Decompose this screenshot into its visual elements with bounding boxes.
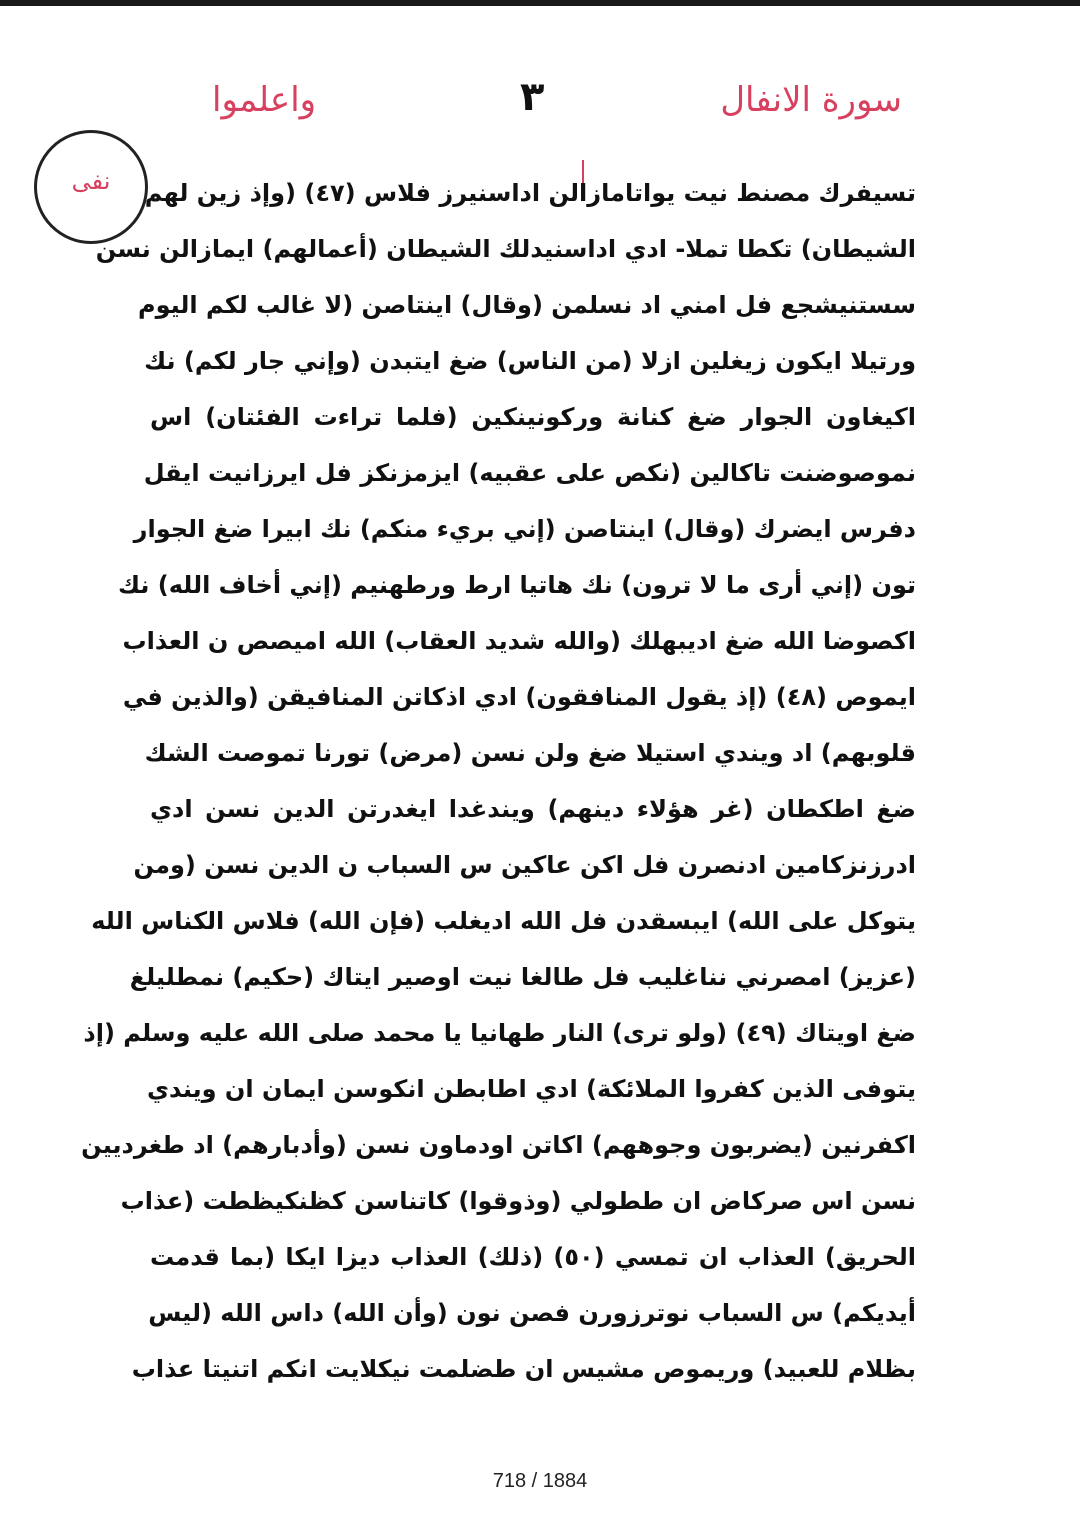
text-line: سستنيشجع فل امني اد نسلمن (وقال) اينتاصن (لا غالب لكم اليوم	[137, 291, 916, 319]
pagination-indicator: 718 / 1884	[492, 1470, 588, 1492]
margin-note-text: نفى	[71, 167, 111, 195]
text-line: ضغ اطكطان (غر هؤلاء دينهم) ويندغدا ايغدرتن الدين نسن ادي	[150, 795, 916, 823]
text-line: بظلام للعبيد) وريموص مشيس ان طضلمت نيكلايت انكم اتنيتا عذاب	[131, 1355, 916, 1383]
text-line: ايموص (٤٨) (إذ يقول المنافقون) ادي اذكاتن المنافيقن (والذين في	[122, 683, 916, 711]
text-line: اكصوضا الله ضغ اديبهلك (والله شديد العقاب) الله اميصص ن العذاب	[122, 627, 916, 655]
page-number: ٣	[520, 74, 545, 120]
text-line: أيديكم) س السباب نوترزورن فصن نون (وأن الله) داس الله (ليس	[148, 1299, 916, 1327]
text-line: دفرس ايضرك (وقال) اينتاصن (إني بريء منكم) نك ابيرا ضغ الجوار	[133, 515, 916, 543]
text-line: نموصوضنت تاكالين (نكص على عقبيه) ايزمزنكز فل ايرزانيت ايقل	[143, 459, 916, 487]
text-line: يتوفى الذين كفروا الملائكة) ادي اطابطن انكوسن ايمان ان ويندي	[146, 1075, 916, 1103]
text-line: الحريق) العذاب ان تمسي (٥٠) (ذلك) العذاب ديزا ايكا (بما قدمت	[150, 1243, 916, 1271]
text-line: قلوبهم) اد ويندي استيلا ضغ ولن نسن (مرض) تورنا تموصت الشك	[144, 739, 916, 767]
text-line: يتوكل على الله) ايبسقدن فل الله اديغلب (فإن الله) فلاس الكناس الله	[91, 907, 916, 935]
text-line: تسيفرك مصنط نيت يواتامازالن اداسنيرز فلاس (٤٧) (وإذ زين لهم	[144, 179, 916, 207]
scan-top-edge	[0, 0, 1080, 6]
text-line: ورتيلا ايكون زيغلين ازلا (من الناس) ضغ ايتبدن (وإني جار لكم) نك	[144, 347, 916, 375]
text-line: تون (إني أرى ما لا ترون) نك هاتيا ارط ورطهنيم (إني أخاف الله) نك	[118, 571, 916, 599]
page-header	[140, 70, 940, 140]
text-line: اكيغاون الجوار ضغ كنانة وركونينكين (فلما تراءت الفئتان) اس	[150, 403, 916, 431]
handwritten-note-left: واعلموا	[212, 80, 317, 120]
text-line: (عزيز) امصرني نناغليب فل طالغا نيت اوصير ايتاك (حكيم) نمطليلغ	[129, 963, 916, 991]
text-line: الشيطان) تكطا تملا- ادي اداسنيدلك الشيطان (أعمالهم) ايمازالن نسن	[95, 235, 916, 263]
text-line: اكفرنين (يضربون وجوههم) اكاتن اودماون نسن (وأدبارهم) اد طغرديين	[81, 1131, 916, 1159]
text-line: ادرزنزكامين ادنصرن فل اكن عاكين س السباب ن الدين نسن (ومن	[133, 851, 916, 879]
text-line: نسن اس صركاض ان ططولي (وذوقوا) كاتناسن كظنكيظطت (عذاب	[120, 1187, 916, 1215]
handwritten-note-right: سورة الانفال	[720, 80, 902, 120]
text-line: ضغ اويتاك (٤٩) (ولو ترى) النار طهانيا يا محمد صلى الله عليه وسلم (إذ	[83, 1019, 916, 1047]
